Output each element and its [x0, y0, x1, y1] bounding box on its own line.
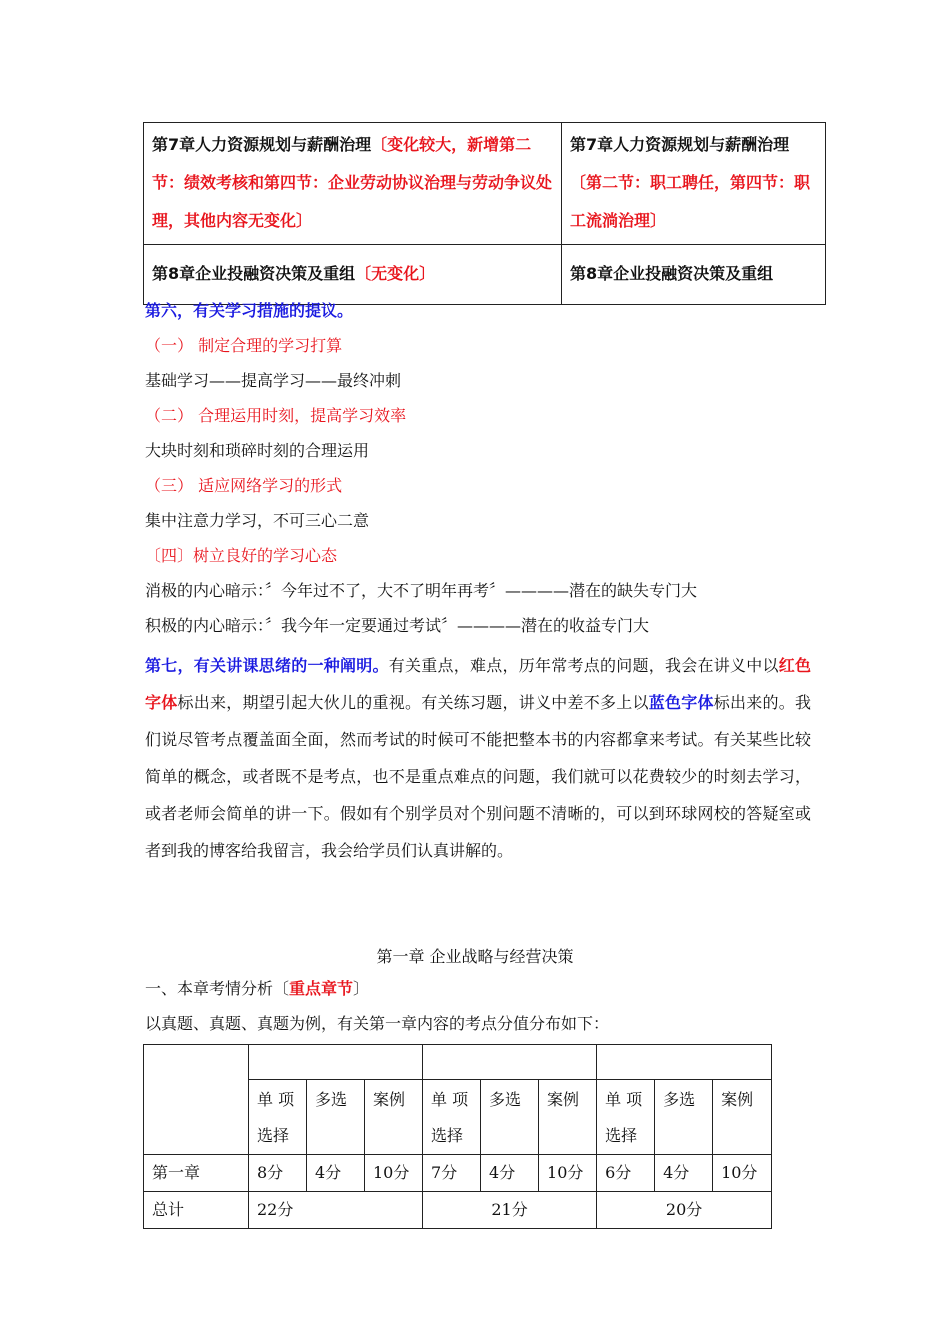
table-cell: [144, 123, 562, 245]
section7-text-1: 有关重点，难点，历年常考点的问题，我会在讲义中以: [388, 656, 779, 675]
total-cell: 20分: [597, 1192, 772, 1229]
time-use-body: 大块时刻和琐碎时刻的合理运用: [145, 441, 370, 460]
blue-font-emphasis: 蓝色字体: [648, 693, 714, 712]
section7-text-3: 标出来的。我们说尽管考点覆盖面全面，然而考试的时候可不能把整本书的内容都拿来考试。有关某些比较简单的概念，或者既不是考点，也不是重点难点的问题，我们就可以花费较少的时刻去学习，或者老师会简单的讲一下。假如有个别学员对个别问题不清晰的，可以到环球网校的答疑室或者到我的博客给我留言，我会给学员们认真讲解的。: [145, 693, 811, 860]
chapter7-title-left: 第7章人力资源规划与薪酬治理: [152, 135, 372, 154]
col-header: 多选: [307, 1080, 365, 1155]
score-cell: 4分: [481, 1155, 539, 1192]
positive-hint: 积极的内心暗示：〞我今年一定要通过考试〞————潜在的收益专门大: [145, 616, 650, 635]
table-row: [144, 1045, 772, 1080]
study-plan-title: （一） 制定合理的学习打算: [145, 336, 343, 355]
table-row: [144, 1192, 772, 1229]
score-cell: 10分: [713, 1155, 772, 1192]
score-cell: 8分: [249, 1155, 307, 1192]
study-plan-body: 基础学习——提高学习——最终冲刺: [145, 371, 402, 390]
col-header: 多选: [481, 1080, 539, 1155]
table-row: [144, 1155, 772, 1192]
year-group-header: [597, 1045, 772, 1080]
chapter1-intro: 以真题、真题、真题为例，有关第一章内容的考点分值分布如下：: [145, 1014, 610, 1033]
score-cell: 6分: [597, 1155, 655, 1192]
chapter7-note-left: 〔变化较大，新增第二节：绩效考核和第四节：企业劳动协议治理与劳动争议处理，其他内容无变化〕: [152, 135, 553, 230]
year-group-header: [423, 1045, 597, 1080]
score-cell: 4分: [655, 1155, 713, 1192]
table-corner-cell: [144, 1045, 249, 1155]
table-cell: [562, 123, 826, 245]
section7-text-2: 标出来，期望引起大伙儿的重视。有关练习题，讲义中差不多上以: [177, 693, 649, 712]
key-chapter-label: 重点章节: [289, 979, 354, 998]
score-distribution-table: [143, 1044, 772, 1229]
subheading-text: 一、本章考情分析〔: [145, 979, 290, 998]
red-font-emphasis: 红色字体: [145, 656, 811, 712]
chapter7-note-right: 〔第二节：职工聘任，第四节：职工流淌治理〕: [570, 173, 811, 230]
time-use-title: （二） 合理运用时刻，提高学习效率: [145, 406, 407, 425]
score-cell: 4分: [307, 1155, 365, 1192]
total-cell: 21分: [423, 1192, 597, 1229]
section7-paragraph: [145, 647, 811, 869]
col-header: 单 项 选择: [597, 1080, 655, 1155]
col-header: 案例: [713, 1080, 772, 1155]
col-header: 单 项 选择: [423, 1080, 481, 1155]
chapter8-title-right: 第8章企业投融资决策及重组: [570, 264, 774, 283]
subheading-end: 〕: [353, 979, 370, 998]
table-row: [144, 123, 826, 245]
col-header: 多选: [655, 1080, 713, 1155]
table-cell: [144, 245, 562, 305]
negative-hint: 消极的内心暗示：〞今年过不了，大不了明年再考〞————潜在的缺失专门大: [145, 581, 698, 600]
chapter-comparison-table: [143, 122, 826, 305]
online-learning-title: （三） 适应网络学习的形式: [145, 476, 343, 495]
col-header: 单 项 选择: [249, 1080, 307, 1155]
table-row: [144, 245, 826, 305]
year-group-header: [249, 1045, 423, 1080]
chapter8-title-left: 第8章企业投融资决策及重组: [152, 264, 356, 283]
total-cell: 22分: [249, 1192, 423, 1229]
mindset-title: 〔四〕树立良好的学习心态: [145, 546, 338, 565]
chapter7-title-right: 第7章人力资源规划与薪酬治理: [570, 135, 790, 154]
online-learning-body: 集中注意力学习，不可三心二意: [145, 511, 370, 530]
row-label: 总计: [144, 1192, 249, 1229]
col-header: 案例: [365, 1080, 423, 1155]
score-cell: 7分: [423, 1155, 481, 1192]
chapter8-note-left: 〔无变化〕: [355, 264, 436, 283]
table-cell: [562, 245, 826, 305]
score-cell: 10分: [365, 1155, 423, 1192]
score-cell: 10分: [539, 1155, 597, 1192]
row-label: 第一章: [144, 1155, 249, 1192]
section7-heading: 第七，有关讲课思绪的一种阐明。: [145, 656, 389, 675]
chapter1-title: 第一章 企业战略与经营决策: [376, 947, 574, 966]
chapter1-subheading: [145, 979, 369, 999]
col-header: 案例: [539, 1080, 597, 1155]
section6-heading: 第六，有关学习措施的提议。: [145, 301, 354, 320]
